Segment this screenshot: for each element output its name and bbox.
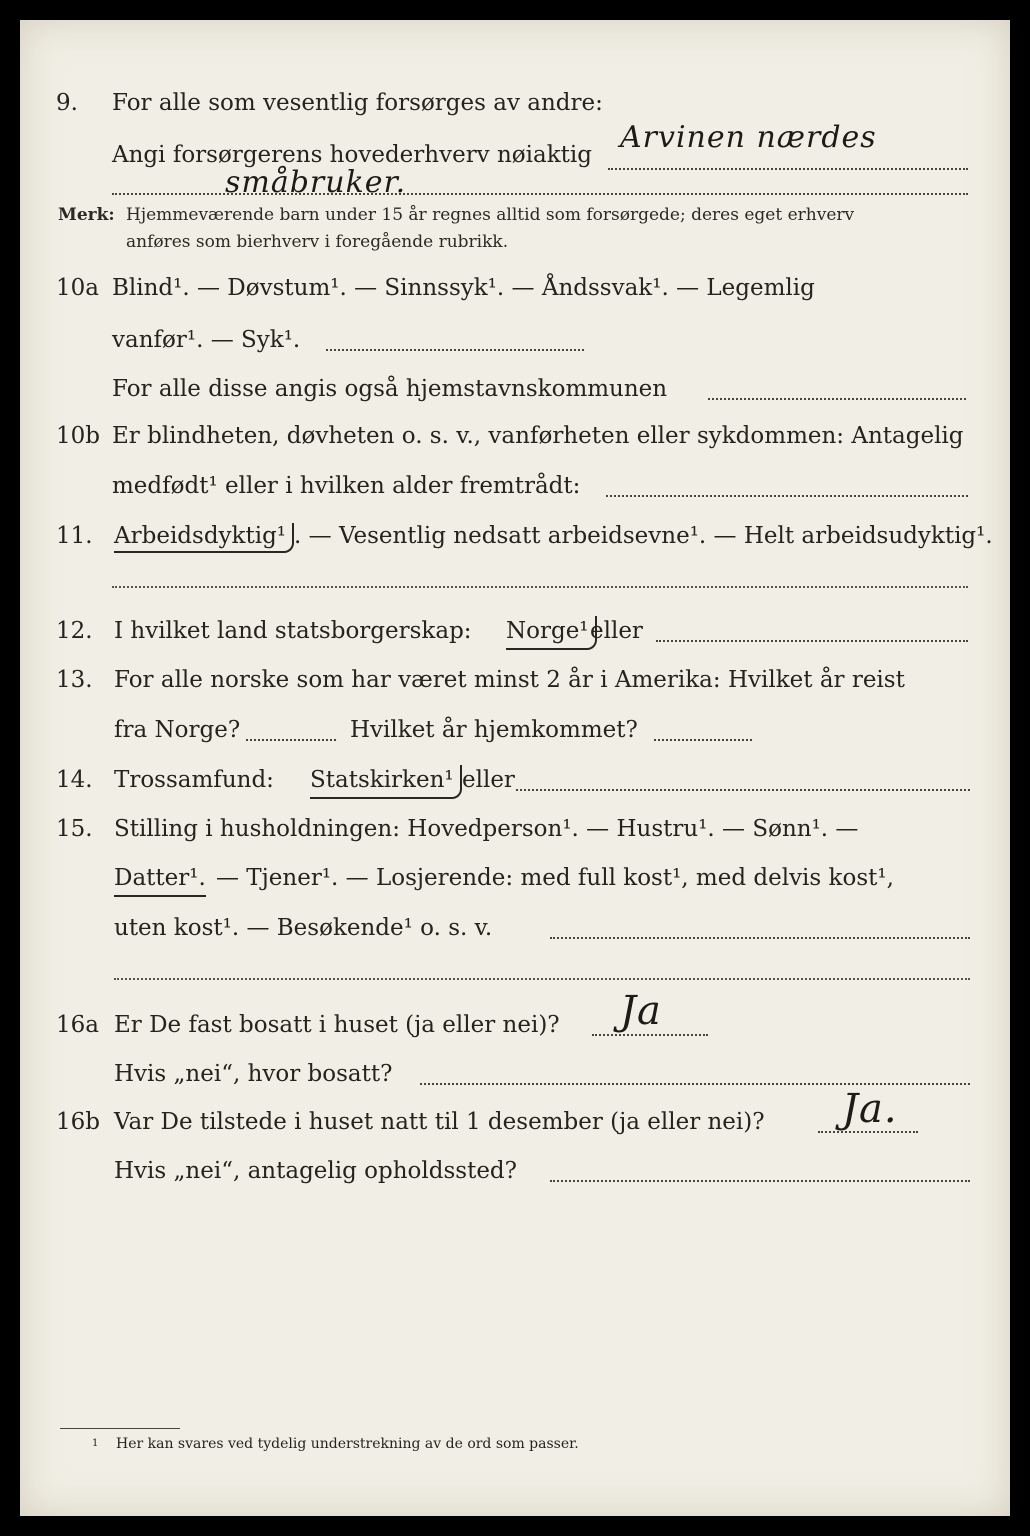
q14-tail: eller [462,767,515,793]
census-form-page [20,20,1010,1516]
q16a-residence-line [420,1083,970,1085]
q16b-text-2: Hvis „nei“, antagelig opholdssted? [114,1158,517,1184]
footnote-mark: 1 [92,1438,99,1449]
q15-number: 15. [56,816,93,842]
q12-text: I hvilket land statsborgerskap: [114,618,472,644]
q10b-number: 10b [56,423,100,449]
q10b-answer-line [606,495,968,497]
merk-text-1: Hjemmeværende barn under 15 år regnes alltid som forsørgede; deres eget erhverv [126,205,855,225]
q13-year-returned-line [654,739,752,741]
q9-text-1: For alle som vesentlig forsørges av andre: [112,90,603,116]
q12-option-selected: Norge¹ [506,616,597,650]
q15-answer-line [550,937,970,939]
q15-option-selected: Datter¹. [114,863,206,897]
q16b-handwritten-answer: Ja. [842,1086,898,1132]
q9-handwritten-answer-2: småbruker. [225,165,407,200]
q16b-number: 16b [56,1109,100,1135]
q10a-number: 10a [56,275,99,301]
q13-text-1: For alle norske som har været minst 2 år i Amerika: Hvilket år reist [114,667,905,693]
q10a-text-2: vanfør¹. — Syk¹. [112,327,301,353]
q10a-answer-line-2 [708,398,966,400]
q16b-text-1: Var De tilstede i huset natt til 1 desember (ja eller nei)? [114,1109,765,1135]
q10b-text-1: Er blindheten, døvheten o. s. v., vanførheten eller sykdommen: Antagelig [112,423,964,449]
q14-option-selected: Statskirken¹ [310,765,462,799]
footnote-text: Her kan svares ved tydelig understrekning av de ord som passer. [116,1436,579,1452]
q11-options [114,521,993,551]
q14-number: 14. [56,767,93,793]
q13-text-2a: fra Norge? [114,717,241,743]
q16a-number: 16a [56,1012,99,1038]
q11-options-rest: . — Vesentlig nedsatt arbeidsevne¹. — Helt arbeidsudyktig¹. [294,523,993,549]
q11-option-selected: Arbeidsdyktig¹ [114,523,294,553]
q12-tail: eller [590,618,643,644]
q10a-text-1: Blind¹. — Døvstum¹. — Sinnssyk¹. — Åndssvak¹. — Legemlig [112,275,815,301]
q16a-text-2: Hvis „nei“, hvor bosatt? [114,1061,393,1087]
q16a-handwritten-answer: Ja [620,988,662,1034]
q13-text-2b: Hvilket år hjemkommet? [350,717,638,743]
merk-label: Merk: [58,205,115,225]
q9-handwritten-answer-1: Arvinen nærdes [620,120,877,155]
q11-number: 11. [56,523,93,549]
q10a-text-3: For alle disse angis også hjemstavnskommunen [112,376,668,402]
q10b-text-2: medfødt¹ eller i hvilken alder fremtrådt: [112,473,581,499]
q10a-answer-line-1 [326,349,584,351]
q16a-text-1: Er De fast bosatt i huset (ja eller nei)? [114,1012,560,1038]
q11-answer-line [112,586,968,588]
q12-number: 12. [56,618,93,644]
q15-text-2: — Tjener¹. — Losjerende: med full kost¹, med delvis kost¹, [216,865,894,891]
q15-rule [114,978,970,980]
q16b-whereabouts-line [550,1180,970,1182]
q15-text-1: Stilling i husholdningen: Hovedperson¹. — Hustru¹. — Sønn¹. — [114,816,859,842]
footnote-divider [60,1428,180,1429]
q9-text-2: Angi forsørgerens hovederhverv nøiaktig [112,142,592,168]
q12-answer-line [656,640,968,642]
q13-year-left-line [246,739,336,741]
q15-text-3: uten kost¹. — Besøkende¹ o. s. v. [114,915,493,941]
q14-text: Trossamfund: [114,767,274,793]
q9-answer-line-1 [608,168,968,170]
q14-answer-line [516,789,970,791]
q9-number: 9. [56,90,78,116]
q13-number: 13. [56,667,93,693]
q16a-answer-line [592,1034,708,1036]
merk-text-2: anføres som bierhverv i foregående rubrikk. [126,232,509,252]
